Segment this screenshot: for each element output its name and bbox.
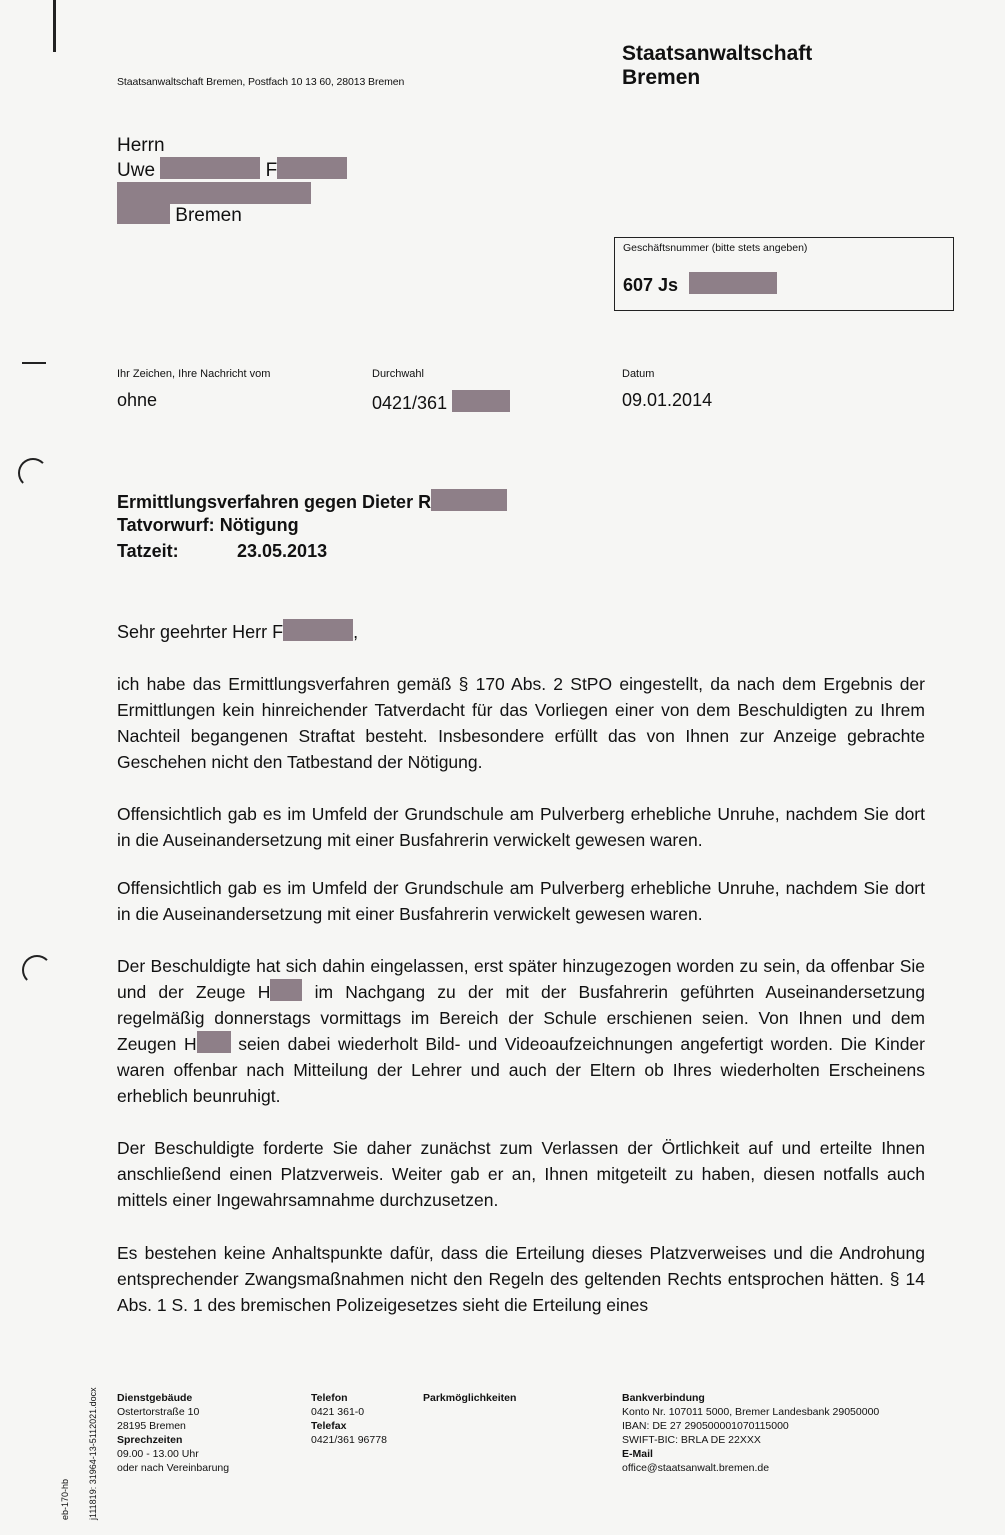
- form-code: eb-170-hb: [60, 1478, 70, 1520]
- extension-label: Durchwahl: [372, 368, 424, 380]
- recipient-city-line: [117, 202, 242, 227]
- footer-phone: [311, 1391, 387, 1447]
- subject-charge-value: Nötigung: [219, 515, 299, 535]
- footer-parking: [423, 1391, 516, 1405]
- subject-offense-date: [117, 541, 327, 562]
- date-value: 09.01.2014: [622, 390, 713, 410]
- file-code: j111819: 31964-13-5112021.docx: [88, 1387, 98, 1520]
- date-label: Datum: [622, 368, 655, 380]
- recipient-salutation: Herrn: [117, 135, 165, 156]
- greeting-text: Sehr geehrter Herr F: [117, 622, 284, 642]
- fold-mark: [22, 362, 46, 364]
- footer-hours-note: oder nach Vereinbarung: [117, 1462, 230, 1474]
- authority-name: [622, 42, 812, 90]
- footer-bank-heading: Bankverbindung: [622, 1392, 705, 1404]
- extension-number: 0421/361: [372, 393, 448, 413]
- subject-charge-label: Tatvorwurf:: [117, 515, 215, 535]
- footer-bank-swift: SWIFT-BIC: BRLA DE 22XXX: [622, 1434, 761, 1446]
- footer-email-heading: E-Mail: [622, 1448, 653, 1460]
- footer-phone-value: 0421 361-0: [311, 1406, 365, 1418]
- footer-bank-iban: IBAN: DE 27 290500001070115000: [622, 1420, 789, 1432]
- subject-date-label: Tatzeit:: [117, 541, 179, 561]
- footer-office-street: Ostertorstraße 10: [117, 1406, 200, 1418]
- body-paragraph-2: Offensichtlich gab es im Umfeld der Grundschule am Pulverberg erhebliche Unruhe, nachdem Sie dort in die Auseinandersetzung mit einer Busfahrerin verwickelt gewesen waren.: [117, 804, 925, 850]
- punch-hole-top: [18, 458, 48, 488]
- reference-number-value: [623, 272, 777, 296]
- footer-fax-heading: Telefax: [311, 1420, 347, 1432]
- authority-line-2: Bremen: [622, 66, 701, 89]
- greeting-comma: ,: [353, 622, 359, 642]
- your-reference-value: ohne: [117, 390, 158, 410]
- body-paragraph-1: ich habe das Ermittlungsverfahren gemäß § 170 Abs. 2 StPO eingestellt, da nach dem Ergebnis der Ermittlungen kein hinreichender Tatverdacht für das Vorliegen einer von dem Beschuldigten zu Ihrem Nachteil begangenen Straftat besteht. Insbesondere erfüllt das von Ihnen zur Anzeige gebrachte Geschehen nicht den Tatbestand der Nötigung.: [117, 674, 925, 772]
- sender-return-address: Staatsanwaltschaft Bremen, Postfach 10 13 60, 28013 Bremen: [117, 76, 405, 88]
- subject-proceedings: [117, 489, 507, 513]
- body-paragraph-4-part-3: seien dabei wiederholt Bild- und Videoaufzeichnungen angefertigt worden. Die Kinder waren offenbar nach Mitteilung der Lehrer und auch der Eltern ob Ihres wiederholten Erscheinens erheblich beunruhigt.: [117, 1034, 925, 1106]
- footer-office-city: 28195 Bremen: [117, 1420, 186, 1432]
- extension-value: [372, 390, 510, 414]
- recipient-name: [117, 157, 347, 182]
- redaction-block: [270, 979, 302, 1001]
- footer-bank-account: Konto Nr. 107011 5000, Bremer Landesbank 29050000: [622, 1406, 880, 1418]
- redaction-block: [197, 1031, 231, 1053]
- recipient-first-name: Uwe: [117, 160, 156, 181]
- footer-email-value: office@staatsanwalt.bremen.de: [622, 1462, 770, 1474]
- punch-guide-mark: [53, 0, 56, 52]
- greeting: [117, 619, 358, 643]
- redaction-block: [452, 390, 510, 412]
- redaction-block: [117, 182, 311, 204]
- reference-number-label: Geschäftsnummer (bitte stets angeben): [623, 242, 808, 254]
- footer-hours-heading: Sprechzeiten: [117, 1434, 183, 1446]
- redaction-block: [160, 157, 260, 179]
- recipient-city: Bremen: [175, 205, 242, 226]
- body-paragraph-3: Offensichtlich gab es im Umfeld der Grundschule am Pulverberg erhebliche Unruhe, nachdem Sie dort in die Auseinandersetzung mit einer Busfahrerin verwickelt gewesen waren.: [117, 878, 925, 924]
- redaction-block: [277, 157, 347, 179]
- subject-date-value: 23.05.2013: [237, 541, 328, 561]
- footer-office-heading: Dienstgebäude: [117, 1392, 193, 1404]
- body-paragraph-4: [117, 953, 925, 1109]
- reference-number-box: [614, 237, 954, 311]
- footer-parking-heading: Parkmöglichkeiten: [423, 1392, 517, 1404]
- body-paragraph-6: Es bestehen keine Anhaltspunkte dafür, dass die Erteilung dieses Platzverweises und die Androhung entsprechender Zwangsmaßnahmen nicht den Regeln des geltenden Rechts entsprochen hätten. § 14 Abs. 1 S. 1 des bremischen Polizeigesetzes sieht die Erteilung eines: [117, 1243, 925, 1315]
- footer-phone-heading: Telefon: [311, 1392, 348, 1404]
- redaction-block: [431, 489, 507, 511]
- body-paragraph-5: Der Beschuldigte forderte Sie daher zunächst zum Verlassen der Örtlichkeit auf und erteilte Ihnen anschließend einen Platzverweis. Weiter gab er an, Ihnen mitgeteilt zu haben, diesen notfalls auch mittels einer Ingewahrsamnahme durchzusetzen.: [117, 1138, 925, 1210]
- redaction-block: [117, 202, 170, 224]
- body-paragraph-4-part-2: im Nachgang zu der mit der Busfahrerin geführten Auseinandersetzung regelmäßig donnerstags vormittags im Bereich der Schule erschienen seien. Von Ihnen und dem Zeugen H: [117, 982, 925, 1054]
- punch-hole-bottom: [22, 955, 52, 985]
- body-paragraph-4-part-1: Der Beschuldigte hat sich dahin eingelassen, erst später hinzugezogen worden zu sein, da offenbar Sie und der Zeuge H: [117, 956, 925, 1002]
- authority-line-1: Staatsanwaltschaft: [622, 42, 813, 65]
- footer-hours-value: 09.00 - 13.00 Uhr: [117, 1448, 199, 1460]
- footer-bank: [622, 1391, 879, 1475]
- footer-office: [117, 1391, 229, 1475]
- reference-number-prefix: 607 Js: [623, 275, 679, 295]
- subject-charge: [117, 515, 299, 536]
- redaction-block: [689, 272, 777, 294]
- footer-fax-value: 0421/361 96778: [311, 1434, 387, 1446]
- subject-proceedings-text: Ermittlungsverfahren gegen Dieter R: [117, 492, 432, 512]
- redaction-block: [283, 619, 353, 641]
- recipient-surname-initial: F: [265, 160, 278, 181]
- your-reference-label: Ihr Zeichen, Ihre Nachricht vom: [117, 368, 271, 380]
